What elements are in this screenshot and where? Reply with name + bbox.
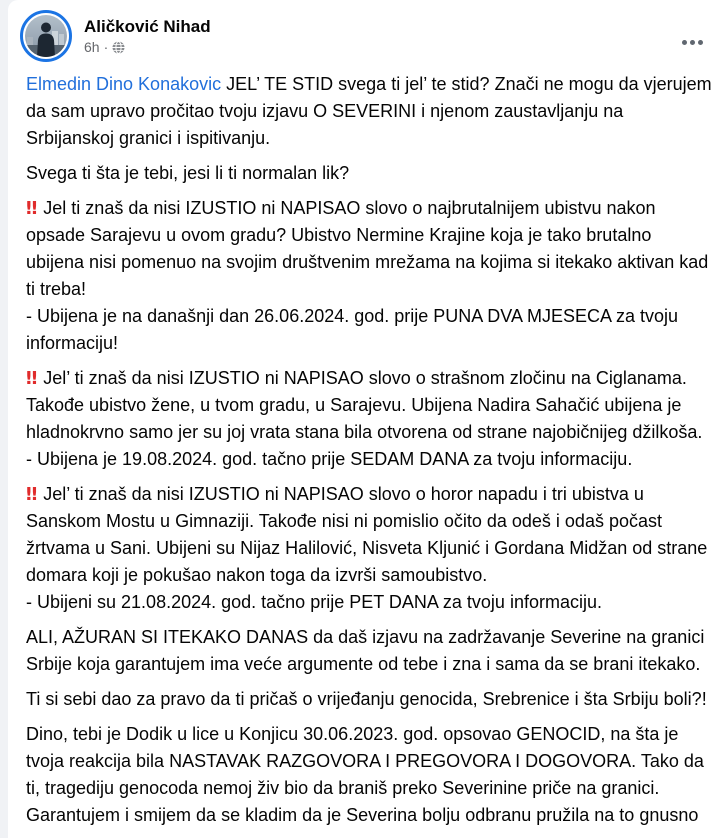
- globe-icon: [112, 41, 125, 54]
- post-paragraph: Svega ti šta je tebi, jesi li ti normalan lik?: [26, 163, 350, 183]
- post-paragraph: Ti si sebi dao za pravo da ti pričaš o vrijeđanju genocida, Srebrenice i šta Srbiju boli?!: [26, 689, 707, 709]
- timestamp[interactable]: 6h: [84, 39, 100, 55]
- mention-link[interactable]: Elmedin Dino Konakovic: [26, 74, 222, 94]
- avatar-photo: [25, 15, 67, 57]
- dot-icon: [682, 40, 687, 45]
- post-note-line: - Ubijena je na današnji dan 26.06.2024. god. prije PUNA DVA MJESECA za tvoju informaciju!: [26, 306, 679, 353]
- dot-icon: [690, 40, 695, 45]
- post-paragraph: Elmedin Dino Konakovic JEL’ TE STID svega ti jel’ te stid? Znači ne mogu da vjerujem da sam upravo pročitao tvoju izjavu O SEVERINI i njenom zaustavljanju na Srbijanskoj granici i ispitivanju.: [26, 74, 712, 148]
- post-paragraph: ALI, AŽURAN SI ITEKAKO DANAS da daš izjavu na zadržavanje Severine na granici Srbije koja garantujem ima veće argumente od tebe i zna i sama da se brani itekako.: [26, 627, 705, 674]
- post-paragraph: ‼ Jel ti znaš da nisi IZUSTIO ni NAPISAO slovo o najbrutalnijem ubistvu nakon opsade Sarajevu u ovom gradu? Ubistvo Nermine Krajine koja je tako brutalno ubijena nisi pomenuo na svojim društvenim mrežama na kojima si itekako aktivan kad ti treba! - Ubijena je na današnji dan 26.06.2024. god. prije PUNA DVA MJESECA za tvoju informaciju!: [26, 195, 712, 357]
- double-exclamation-emoji: ‼: [26, 484, 39, 505]
- post-content: [20, 71, 712, 829]
- post-note-line: - Ubijeni su 21.08.2024. god. tačno prije PET DANA za tvoju informaciju.: [26, 592, 602, 612]
- post-note-line: - Ubijena je 19.08.2024. god. tačno prije SEDAM DANA za tvoju informaciju.: [26, 449, 633, 469]
- avatar[interactable]: [20, 10, 72, 62]
- double-exclamation-emoji: ‼: [26, 198, 39, 219]
- double-exclamation-emoji: ‼: [26, 368, 39, 389]
- dot-icon: [698, 40, 703, 45]
- post-meta: [84, 39, 211, 55]
- header-text: [84, 10, 211, 55]
- post-header: [20, 10, 712, 62]
- post-paragraph: ‼ Jel’ ti znaš da nisi IZUSTIO ni NAPISAO slovo o horor napadu i tri ubistva u Sanskom Mostu u Gimnaziji. Takođe nisi ni pomislio očito da odeš i odaš počast žrtvama u Sani. Ubijeni su Nijaz Halilović, Nisveta Kljunić i Gordana Midžan od strane domara koji je pokušao nakon toga da izvrši samoubistvo. - Ubijeni su 21.08.2024. god. tačno prije PET DANA za tvoju informaciju.: [26, 481, 712, 616]
- facebook-post-card: [8, 0, 726, 838]
- author-name[interactable]: Aličković Nihad: [84, 17, 211, 36]
- post-options-button[interactable]: [674, 24, 710, 60]
- meta-separator: ·: [103, 39, 109, 55]
- post-paragraph: Dino, tebi je Dodik u lice u Konjicu 30.06.2023. god. opsovao GENOCID, na šta je tvoja reakcija bila NASTAVAK RAZGOVORA I PREGOVORA I DOGOVORA. Tako da ti, tragediju genocoda nemoj živ bio da braniš preko Severinine priče na granici. Garantujem i smijem da se kladim da je Severina bolju odbranu pružila na to gnusno: [26, 724, 704, 825]
- post-paragraph: ‼ Jel’ ti znaš da nisi IZUSTIO ni NAPISAO slovo o strašnom zločinu na Ciglanama. Takođe ubistvo žene, u tvom gradu, u Sarajevu. Ubijena Nadira Sahačić ubijena je hladnokrvno samo jer su joj vrata stana bila otvorena od strane najobičnijeg džilkoša. - Ubijena je 19.08.2024. god. tačno prije SEDAM DANA za tvoju informaciju.: [26, 365, 712, 473]
